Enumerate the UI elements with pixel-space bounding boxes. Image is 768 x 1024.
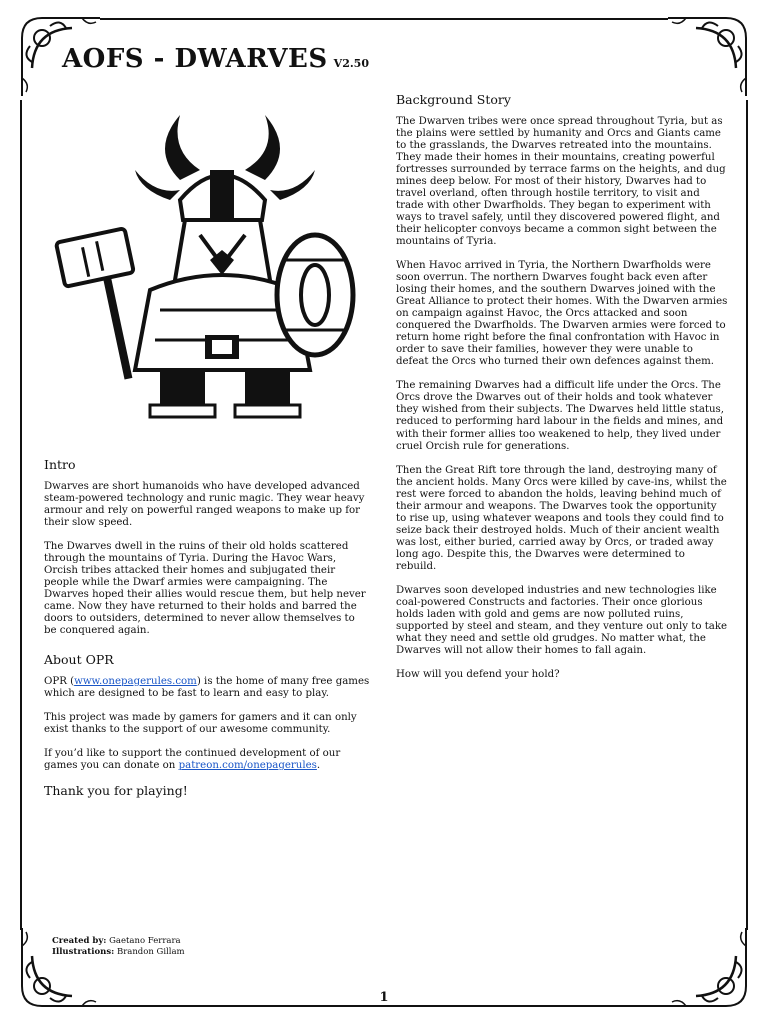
illustrations-name: Brandon Gillam <box>116 946 185 957</box>
page-number: 1 <box>379 990 389 1005</box>
page-title: AOFS - DWARVES <box>62 44 328 74</box>
dwarf-warrior-illustration <box>40 110 370 430</box>
about-heading: About OPR <box>44 652 114 668</box>
page-header <box>62 44 369 74</box>
about-p1-prefix: OPR ( <box>44 675 75 687</box>
closing-question: How will you defend your hold? <box>396 669 560 681</box>
background-paragraph: When Havoc arrived in Tyria, the Northern Dwarfholds were soon overrun. The northern Dwarves fought back even after losing their homes, and the southern Dwarves joined with the Great Alliance to protect their homes. With the Dwarven armies on campaign against Havoc, the Orcs attacked and soon conquered the Dwarfholds. The Dwarven armies were forced to return home right before the final confrontation with Havoc in order to save their families, however they were unable to defeat the Orcs who turned their own defences against them. <box>396 260 728 368</box>
left-column <box>44 458 370 799</box>
right-column <box>396 93 728 693</box>
intro-paragraph-2: The Dwarves dwell in the ruins of their old holds scattered through the mountains of Tyria. During the Havoc Wars, Orcish tribes attacked their homes and subjugated their people while the Dwarf armies were campaigning. The Dwarves hoped their allies would rescue them, but help never came. Now they have returned to their holds and barred the doors to outsiders, determined to never allow themselves to be conquered again. <box>44 540 366 637</box>
about-p3-suffix: . <box>316 760 321 772</box>
about-p3-prefix: If you’d like to support the continued development of our games you can donate on <box>44 748 341 772</box>
patreon-link[interactable]: patreon.com/onepagerules <box>178 760 317 772</box>
intro-paragraph-1: Dwarves are short humanoids who have developed advanced steam-powered technology and runic magic. They wear heavy armour and rely on powerful ranged weapons to make up for their slow speed. <box>44 480 365 528</box>
about-p1-suffix: ) is the home of many free games which are designed to be fast to learn and easy to play. <box>44 675 370 699</box>
credit-creator <box>52 936 185 947</box>
frame-left-line <box>20 100 22 930</box>
about-paragraph-1 <box>44 676 370 700</box>
background-paragraph: Then the Great Rift tore through the land, destroying many of the ancient holds. Many Orcs were killed by cave-ins, whilst the rest were forced to abandon the holds, leaving behind much of their armour and weapons. The Dwarves took the opportunity to rise up, using whatever weapons and tools they could find to seize back their destroyed holds. Much of their ancient wealth was lost, either buried, carried away by Orcs, or traded away long ago. Despite this, the Dwarves were determined to rebuild. <box>396 464 727 572</box>
version-label: V2.50 <box>333 57 369 70</box>
frame-right-line <box>746 100 748 930</box>
background-paragraph: The Dwarven tribes were once spread throughout Tyria, but as the plains were settled by humanity and Orcs and Giants came to the grasslands, the Dwarves retreated into the mountains. They made their homes in their mountains, creating powerful fortresses surrounded by terrace farms on the heights, and dug mines deep below. For most of their history, Dwarves had to travel overland, often through hostile territory, to visit and trade with other Dwarfholds. They began to experiment with ways to travel safely, until they discovered powered flight, and their helicopter convoys became a common sight between the mountains of Tyria. <box>396 115 726 248</box>
credits <box>52 936 185 957</box>
illustrations-label: Illustrations: <box>52 946 115 957</box>
background-paragraph: The remaining Dwarves had a difficult life under the Orcs. The Orcs drove the Dwarves out of their holds and took whatever they wished from their subjects. The Dwarves held little status, reduced to performing hard labour in the fields and mines, and with their former allies too weakened to help, they lived under cruel Orcish rule for generations. <box>396 380 725 452</box>
thank-you-text: Thank you for playing! <box>44 783 188 799</box>
corner-flourish-icon <box>666 8 756 98</box>
created-name: Gaetano Ferrara <box>109 936 181 946</box>
about-paragraph-2: This project was made by gamers for gamers and it can only exist thanks to the support of our awesome community. <box>44 711 357 735</box>
credit-illustrator <box>52 947 185 958</box>
website-link[interactable]: www.onepagerules.com <box>74 675 197 687</box>
frame-bottom-line <box>100 1005 668 1007</box>
created-label: Created by: <box>52 936 107 946</box>
intro-heading: Intro <box>44 457 76 472</box>
background-heading: Background Story <box>396 92 511 107</box>
background-paragraph: Dwarves soon developed industries and new technologies like coal-powered Constructs and factories. Their once glorious holds laden with gold and gems are now polluted ruins, supported by steel and steam, and they venture out only to take what they need and settle old grudges. No matter what, the Dwarves will not allow their homes to fall again. <box>396 584 728 656</box>
about-paragraph-3 <box>44 748 370 772</box>
frame-top-line <box>100 18 668 20</box>
